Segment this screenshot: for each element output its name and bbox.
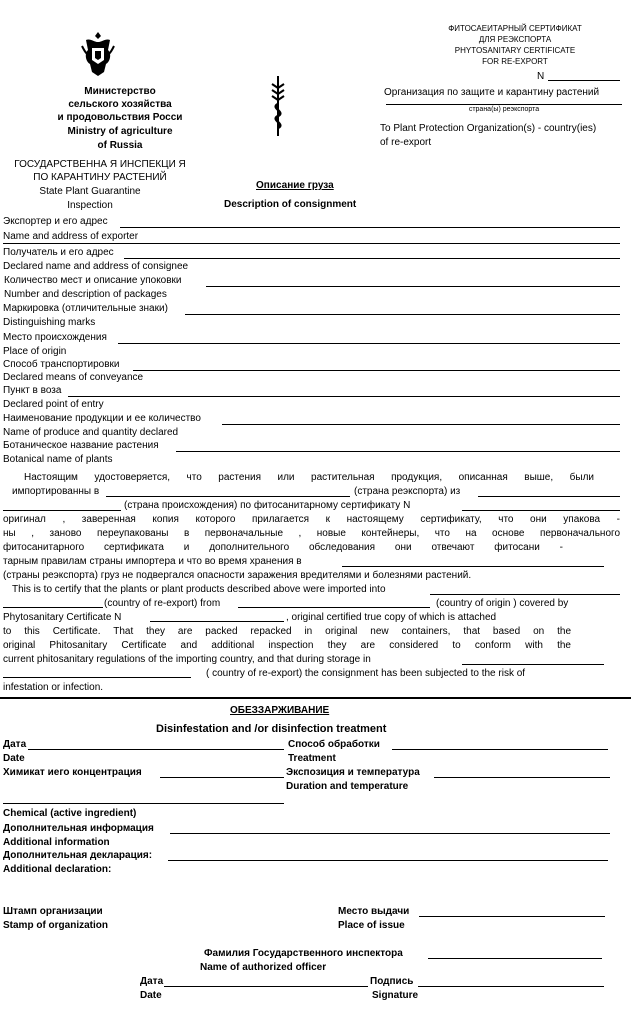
certify-ru-line-6: фитосанитарного сертификата и дополнительного обследования они отвечают фитосани - — [3, 542, 563, 553]
additional-info-field[interactable] — [170, 833, 610, 834]
cert-title-line-4: FOR RE-EXPORT — [482, 57, 548, 66]
number-label: N — [537, 71, 545, 82]
produce-label-ru: Наименование продукции и ее количество — [3, 413, 201, 424]
packages-label-ru: Количество мест и описание упоковки — [4, 275, 182, 286]
packages-field[interactable] — [206, 286, 620, 287]
certify-ru-cert-no: (страна происхождения) по фитосанитарному сертификату N — [124, 500, 411, 511]
exporter-label-en: Name and address of exporter — [3, 231, 139, 242]
place-of-issue-field[interactable] — [419, 916, 605, 917]
inspection-ru-line-1: ГОСУДАРСТВЕННА Я ИНСПЕКЦИ Я — [14, 159, 186, 170]
packages-label-en: Number and description of packages — [4, 289, 167, 300]
botanical-label-en: Botanical name of plants — [3, 454, 113, 465]
ministry-ru-line-3: и продовольствия Росси — [57, 112, 183, 123]
country-hint: страна(ы) реэкспорта — [468, 106, 540, 113]
inspection-en-line-2: Inspection — [67, 200, 113, 211]
ministry-en-line-2: of Russia — [97, 140, 143, 151]
caduceus-icon — [268, 74, 288, 138]
certify-ru-line-4: оригинал , заверенная копия которого прилагается к настоящему сертификату, что они упакова - — [3, 514, 620, 525]
marks-label-en: Distinguishing marks — [3, 317, 96, 328]
treatment-adddecl-en: Additional declaration: — [3, 864, 112, 875]
treatment-date-field[interactable] — [28, 749, 284, 750]
treatment-adddecl-ru: Дополнительная декларация: — [3, 850, 153, 861]
consignment-title-en: Description of consignment — [224, 199, 357, 210]
reexport-country-en-field-2[interactable] — [3, 607, 103, 608]
storage-country-en-field-2[interactable] — [3, 677, 191, 678]
org-ru-label: Организация по защите и карантину растений — [384, 87, 600, 98]
certify-ru-line-8: (страны реэкспорта) груз не подвергался опасности заражения вредителями и болезнями растений. — [3, 570, 472, 581]
ministry-en-line-1: Ministry of agriculture — [67, 126, 173, 137]
exposure-field[interactable] — [434, 777, 610, 778]
certify-en-line-1: This is to certify that the plants or plant products described above were imported into — [12, 584, 386, 595]
conveyance-field[interactable] — [133, 370, 620, 371]
entry-field[interactable] — [68, 396, 620, 397]
certify-ru-from: (страна реэкспорта) из — [354, 486, 461, 497]
certify-en-covered-by: (country of origin ) covered by — [436, 598, 569, 609]
marks-label-ru: Маркировка (отличительные знаки) — [3, 303, 168, 314]
origin-country-field-2[interactable] — [3, 510, 121, 511]
treatment-exposure-en: Duration and temperature — [286, 781, 409, 792]
origin-label-ru: Место происхождения — [3, 332, 107, 343]
org-en-line-1: To Plant Protection Organization(s) - country(ies) — [380, 123, 597, 134]
number-field[interactable] — [548, 80, 620, 81]
signature-label-en: Signature — [372, 990, 419, 1001]
certify-en-reexport-from: (country of re-export) from — [104, 598, 221, 609]
certify-ru-line-7: тарным правилам страны импортера и что во время хранения в — [3, 556, 302, 567]
treatment-method-field[interactable] — [392, 749, 608, 750]
treatment-chem-en: Chemical (active ingredient) — [3, 808, 137, 819]
signature-field[interactable] — [418, 986, 604, 987]
treatment-title-ru: ОБЕЗЗАРЖИВАНИЕ — [230, 705, 330, 716]
entry-label-ru: Пункт в воза — [3, 385, 62, 396]
consignee-field[interactable] — [124, 258, 620, 259]
certify-ru-line-5: ны , заново переупакованы в первоначальные , новые контейнеры, что на основе первоначального — [3, 528, 620, 539]
sign-date-en: Date — [140, 990, 162, 1001]
certify-en-line-7: ( country of re-export) the consignment has been subjected to the risk of — [206, 668, 526, 679]
org-en-line-2: of re-export — [380, 137, 432, 148]
inspection-en-line-1: State Plant Guarantine — [39, 186, 141, 197]
produce-label-en: Name of produce and quantity declared — [3, 427, 179, 438]
coat-of-arms-icon — [78, 30, 118, 78]
officer-label-en: Name of authorized officer — [200, 962, 327, 973]
certify-en-original: , original certified true copy of which is attached — [286, 612, 497, 623]
signature-label-ru: Подпись — [370, 976, 414, 987]
treatment-date-en: Date — [3, 753, 25, 764]
origin-field[interactable] — [118, 343, 620, 344]
entry-label-en: Declared point of entry — [3, 399, 104, 410]
phyto-cert-number-en-field[interactable] — [150, 621, 284, 622]
stamp-label-en: Stamp of organization — [3, 920, 108, 931]
ministry-ru-line-2: сельского хозяйства — [68, 99, 172, 110]
sign-date-field[interactable] — [164, 986, 368, 987]
storage-country-field[interactable] — [342, 566, 604, 567]
certify-en-line-6: current phitosanitary regulations of the importing country, and that during storage in — [3, 654, 371, 665]
reexport-country-field[interactable] — [106, 496, 350, 497]
botanical-label-ru: Ботаническое название растения — [3, 440, 159, 451]
treatment-method-ru: Способ обработки — [288, 739, 380, 750]
exporter-field-2[interactable] — [3, 243, 620, 244]
phyto-cert-number-field[interactable] — [462, 510, 620, 511]
conveyance-label-en: Declared means of conveyance — [3, 372, 144, 383]
treatment-chem-ru: Химикат иего концентрация — [3, 767, 142, 778]
treatment-method-en: Treatment — [288, 753, 336, 764]
place-label-ru: Место выдачи — [338, 906, 410, 917]
storage-country-en-field[interactable] — [462, 664, 604, 665]
origin-country-en-field[interactable] — [238, 607, 430, 608]
origin-country-field[interactable] — [478, 496, 620, 497]
treatment-addinfo-en: Additional information — [3, 837, 110, 848]
certify-en-line-8: infestation or infection. — [3, 682, 104, 693]
officer-label-ru: Фамилия Государственного инспектора — [204, 948, 403, 959]
sign-date-ru: Дата — [140, 976, 164, 987]
consignment-title-ru: Описание груза — [256, 180, 334, 191]
reexport-country-en-field[interactable] — [430, 594, 620, 595]
country-reexport-field[interactable] — [386, 104, 622, 105]
certify-ru-imported: импортированны в — [12, 486, 100, 497]
cert-title-line-1: ФИТОСАЕИТАРНЫЙ СЕРТИФИКАТ — [448, 24, 582, 33]
additional-declaration-field[interactable] — [168, 860, 608, 861]
certify-en-phyto-cert: Phytosanitary Certificate N — [3, 612, 122, 623]
exporter-label-ru: Экспортер и его адрес — [3, 216, 108, 227]
cert-title-line-2: ДЛЯ РЕЭКСПОРТА — [478, 35, 552, 44]
chemical-field[interactable] — [160, 777, 284, 778]
treatment-date-ru: Дата — [3, 739, 27, 750]
certify-en-line-4: to this Certificate. That they are packed repacked in original new containers, that based on the — [3, 626, 571, 637]
exporter-field[interactable] — [120, 227, 620, 228]
marks-field[interactable] — [185, 314, 620, 315]
consignee-label-en: Declared name and address of consignee — [3, 261, 189, 272]
treatment-title-en: Disinfestation and /or disinfection treatment — [156, 723, 387, 735]
treatment-addinfo-ru: Дополнительная информация — [3, 823, 154, 834]
ministry-ru-line-1: Министерство — [84, 86, 156, 97]
chemical-field-2[interactable] — [3, 803, 284, 804]
section-divider — [0, 697, 631, 699]
conveyance-label-ru: Способ транспортировки — [3, 359, 120, 370]
inspection-ru-line-2: ПО КАРАНТИНУ РАСТЕНИЙ — [33, 172, 167, 183]
consignee-label-ru: Получатель и его адрес — [3, 247, 114, 258]
certify-en-line-5: original Phitosanitary Certificate and additional inspection they are considered to conform with the — [3, 640, 571, 651]
cert-title-line-3: PHYTOSANITARY CERTIFICATE — [454, 46, 576, 55]
stamp-label-ru: Штамп организации — [3, 906, 103, 917]
officer-name-field[interactable] — [428, 958, 602, 959]
place-label-en: Place of issue — [338, 920, 405, 931]
certify-ru-line-1: Настоящим удостоверяется, что растения или растительная продукция, описанная выше, были — [24, 472, 594, 483]
origin-label-en: Place of origin — [3, 346, 67, 357]
treatment-exposure-ru: Экспозиция и температура — [286, 767, 420, 778]
produce-field[interactable] — [222, 424, 620, 425]
botanical-field[interactable] — [176, 451, 620, 452]
